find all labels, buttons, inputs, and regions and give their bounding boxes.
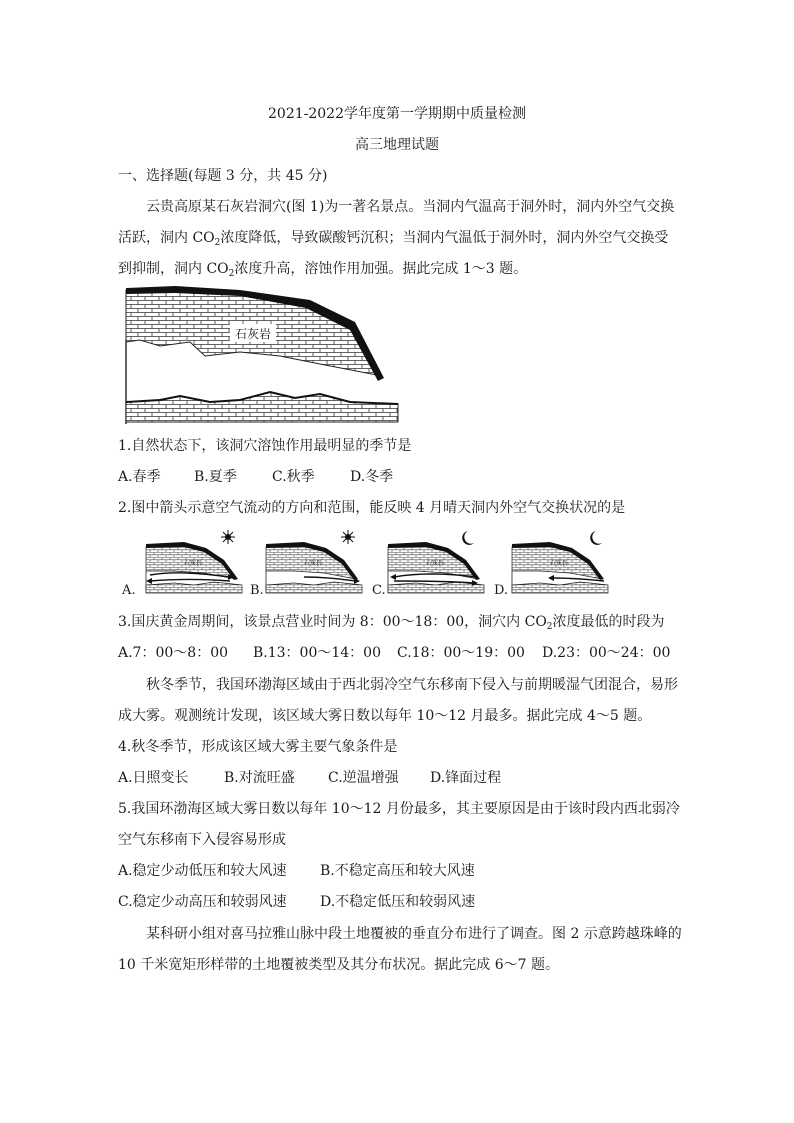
q1-option-a[interactable]: A.春季 xyxy=(118,469,161,485)
q4-option-d[interactable]: D.锋面过程 xyxy=(430,770,502,786)
mini-rock-label: 石灰岩 xyxy=(304,560,323,567)
exam-subtitle: 高三地理试题 xyxy=(355,137,439,153)
q1-option-c[interactable]: C.秋季 xyxy=(272,469,315,485)
q2-figure-d[interactable] xyxy=(510,527,610,597)
passage1-line3: 到抑制，洞内 $CO_2$浓度升高，溶蚀作用加强。据此完成 1～3 题。 xyxy=(118,261,528,279)
q4-option-a[interactable]: A.日照变长 xyxy=(118,770,189,786)
q4-options xyxy=(118,768,501,788)
sun-icon xyxy=(221,530,235,544)
mini-rock-label: 石灰岩 xyxy=(184,560,203,567)
q5-options-row2 xyxy=(118,892,475,912)
q2-label-a: A. xyxy=(122,583,136,598)
passage1-line2: 活跃，洞内 $CO_2$浓度降低，导致碳酸钙沉积；当洞内气温低于洞外时，洞内外空气交换受 xyxy=(118,230,669,248)
q2-figure-b[interactable] xyxy=(264,527,364,597)
q1-stem: 1.自然状态下，该洞穴溶蚀作用最明显的季节是 xyxy=(118,438,412,454)
passage3-line1: 某科研小组对喜马拉雅山脉中段土地覆被的垂直分布进行了调查。图 2 示意跨越珠峰的 xyxy=(146,926,682,942)
q4-option-c[interactable]: C.逆温增强 xyxy=(328,770,399,786)
moon-icon xyxy=(590,531,602,545)
exam-title: 2021-2022学年度第一学期期中质量检测 xyxy=(268,106,526,122)
q4-stem: 4.秋冬季节，形成该区域大雾主要气象条件是 xyxy=(118,739,398,755)
q5-option-c[interactable]: C.稳定少动高压和较弱风速 xyxy=(118,894,287,910)
q4-option-b[interactable]: B.对流旺盛 xyxy=(224,770,295,786)
q2-figure-c[interactable] xyxy=(386,527,486,597)
q3-option-a[interactable]: A.7：00～8：00 xyxy=(118,645,229,661)
q2-figure-a[interactable] xyxy=(144,527,244,597)
section-heading: 一、选择题(每题 3 分，共 45 分) xyxy=(118,168,328,184)
q1-options xyxy=(118,467,393,487)
passage2-line2: 成大雾。观测统计发现，该区域大雾日数以每年 10～12 月最多。据此完成 4～5 题。 xyxy=(118,708,652,724)
passage1-line1: 云贵高原某石灰岩洞穴(图 1)为一著名景点。当洞内气温高于洞外时，洞内外空气交换 xyxy=(146,199,675,215)
q2-label-c: C. xyxy=(372,583,386,598)
q5-stem-line1: 5.我国环渤海区域大雾日数以每年 10～12 月份最多，其主要原因是由于该时段内西北弱冷 xyxy=(118,801,680,817)
passage2-line1: 秋冬季节，我国环渤海区域由于西北弱冷空气东移南下侵入与前期暖湿气团混合，易形 xyxy=(146,677,678,693)
moon-icon xyxy=(462,531,474,545)
q3-stem: 3.国庆黄金周期间，该景点营业时间为 8：00～18：00，洞穴内 $CO_2$浓度最低的时段为 xyxy=(118,614,665,632)
q3-option-c[interactable]: C.18：00～19：00 xyxy=(397,645,525,661)
q2-label-d: D. xyxy=(494,583,509,598)
q3-option-d[interactable]: D.23：00～24：00 xyxy=(542,645,671,661)
passage3-line2: 10 千米宽矩形样带的土地覆被类型及其分布状况。据此完成 6～7 题。 xyxy=(118,957,559,973)
q5-option-b[interactable]: B.不稳定高压和较大风速 xyxy=(320,863,475,879)
q1-option-d[interactable]: D.冬季 xyxy=(350,469,394,485)
mini-rock-label: 石灰岩 xyxy=(426,560,445,567)
mini-rock-label: 石灰岩 xyxy=(550,560,569,567)
q5-stem-line2: 空气东移南下入侵容易形成 xyxy=(118,832,286,848)
q5-option-a[interactable]: A.稳定少动低压和较大风速 xyxy=(118,863,287,879)
q2-label-b: B. xyxy=(250,583,264,598)
sun-icon xyxy=(341,530,355,544)
cave-figure xyxy=(120,284,402,430)
q3-options xyxy=(118,643,670,663)
q2-stem: 2.图中箭头示意空气流动的方向和范围，能反映 4 月晴天洞内外空气交换状况的是 xyxy=(118,500,626,516)
rock-label: 石灰岩 xyxy=(234,327,272,341)
q3-option-b[interactable]: B.13：00～14：00 xyxy=(253,645,381,661)
q1-option-b[interactable]: B.夏季 xyxy=(194,469,237,485)
q5-option-d[interactable]: D.不稳定低压和较弱风速 xyxy=(320,894,476,910)
q5-options-row1 xyxy=(118,861,475,881)
